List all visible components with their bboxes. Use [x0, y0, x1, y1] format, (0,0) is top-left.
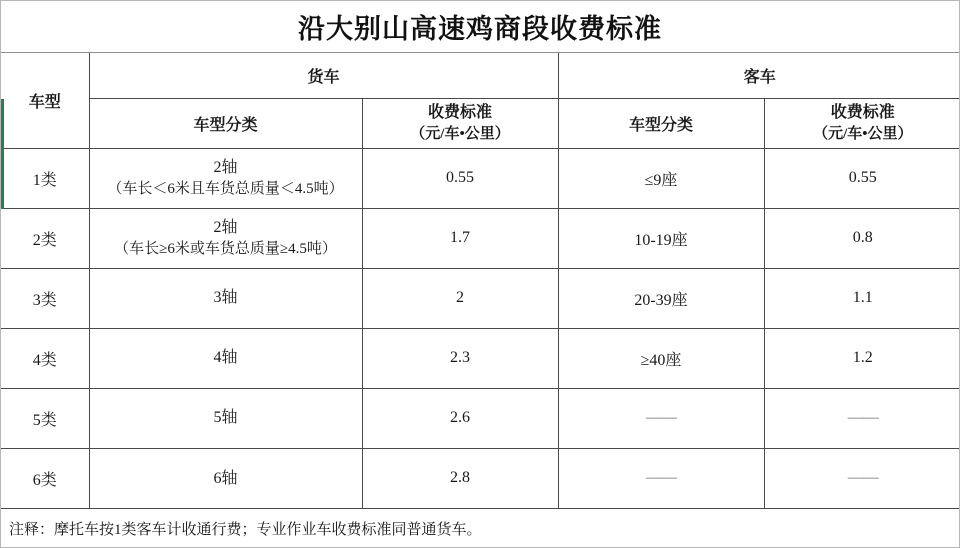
vehicle-type-cell: 4类: [1, 328, 89, 388]
bus-class-cell: ≥40座: [558, 328, 764, 388]
rate-header-line2: （元/车•公里）: [813, 126, 913, 143]
bus-rate-cell: 0.8: [764, 208, 960, 268]
table-row-class6: [1, 448, 960, 508]
vehicle-type-cell: 3类: [1, 268, 89, 328]
bus-rate-cell: 0.55: [764, 148, 960, 208]
page-title: 沿大别山高速鸡商段收费标准: [1, 1, 959, 53]
truck-class-line1: 2轴: [213, 158, 238, 176]
rate-header-line2: （元/车•公里）: [410, 126, 510, 143]
truck-class-cell: [89, 448, 362, 508]
header-row-groups: [1, 53, 960, 98]
col-header-bus-rate: [764, 98, 960, 148]
col-header-truck-class: 车型分类: [89, 98, 362, 148]
vehicle-type-cell: 5类: [1, 388, 89, 448]
bus-class-cell: 10-19座: [558, 208, 764, 268]
truck-rate-cell: 2.6: [362, 388, 558, 448]
truck-rate-cell: 0.55: [362, 148, 558, 208]
rate-header-line1: 收费标准: [428, 103, 493, 121]
truck-rate-cell: 2.8: [362, 448, 558, 508]
toll-rate-table: [1, 53, 960, 508]
truck-rate-cell: 2: [362, 268, 558, 328]
col-header-bus-class: 车型分类: [558, 98, 764, 148]
truck-class-line1: 4轴: [213, 349, 238, 367]
truck-class-line2: （车长＜6米且车货总质量＜4.5吨）: [107, 180, 344, 197]
table-row-class2: [1, 208, 960, 268]
truck-class-cell: [89, 328, 362, 388]
truck-class-cell: [89, 388, 362, 448]
table-row-class4: [1, 328, 960, 388]
bus-rate-cell: 1.2: [764, 328, 960, 388]
truck-class-cell: [89, 148, 362, 208]
truck-rate-cell: 1.7: [362, 208, 558, 268]
col-header-vehicle-type: 车型: [1, 53, 89, 148]
bus-class-cell: ≤9座: [558, 148, 764, 208]
vehicle-type-cell: 1类: [1, 148, 89, 208]
truck-class-cell: [89, 208, 362, 268]
truck-class-line1: 6轴: [213, 469, 238, 487]
left-green-accent-bar: [1, 99, 4, 209]
header-row-sub: [1, 98, 960, 148]
bus-rate-cell-dash: ——: [764, 388, 960, 448]
table-row-class3: [1, 268, 960, 328]
bus-class-cell-dash: ——: [558, 388, 764, 448]
col-group-bus: 客车: [558, 53, 960, 98]
truck-class-line1: 3轴: [213, 289, 238, 307]
rate-header-line1: 收费标准: [830, 103, 895, 121]
truck-rate-cell: 2.3: [362, 328, 558, 388]
vehicle-type-cell: 6类: [1, 448, 89, 508]
bus-rate-cell: 1.1: [764, 268, 960, 328]
vehicle-type-cell: 2类: [1, 208, 89, 268]
truck-class-cell: [89, 268, 362, 328]
truck-class-line1: 2轴: [213, 218, 238, 236]
col-group-truck: 货车: [89, 53, 558, 98]
bus-rate-cell-dash: ——: [764, 448, 960, 508]
col-header-truck-rate: [362, 98, 558, 148]
table-row-class1: [1, 148, 960, 208]
table-row-class5: [1, 388, 960, 448]
bus-class-cell: 20-39座: [558, 268, 764, 328]
footnote: 注释：摩托车按1类客车计收通行费；专业作业车收费标准同普通货车。: [1, 508, 959, 548]
truck-class-line1: 5轴: [213, 409, 238, 427]
truck-class-line2: （车长≥6米或车货总质量≥4.5吨）: [114, 240, 337, 257]
bus-class-cell-dash: ——: [558, 448, 764, 508]
